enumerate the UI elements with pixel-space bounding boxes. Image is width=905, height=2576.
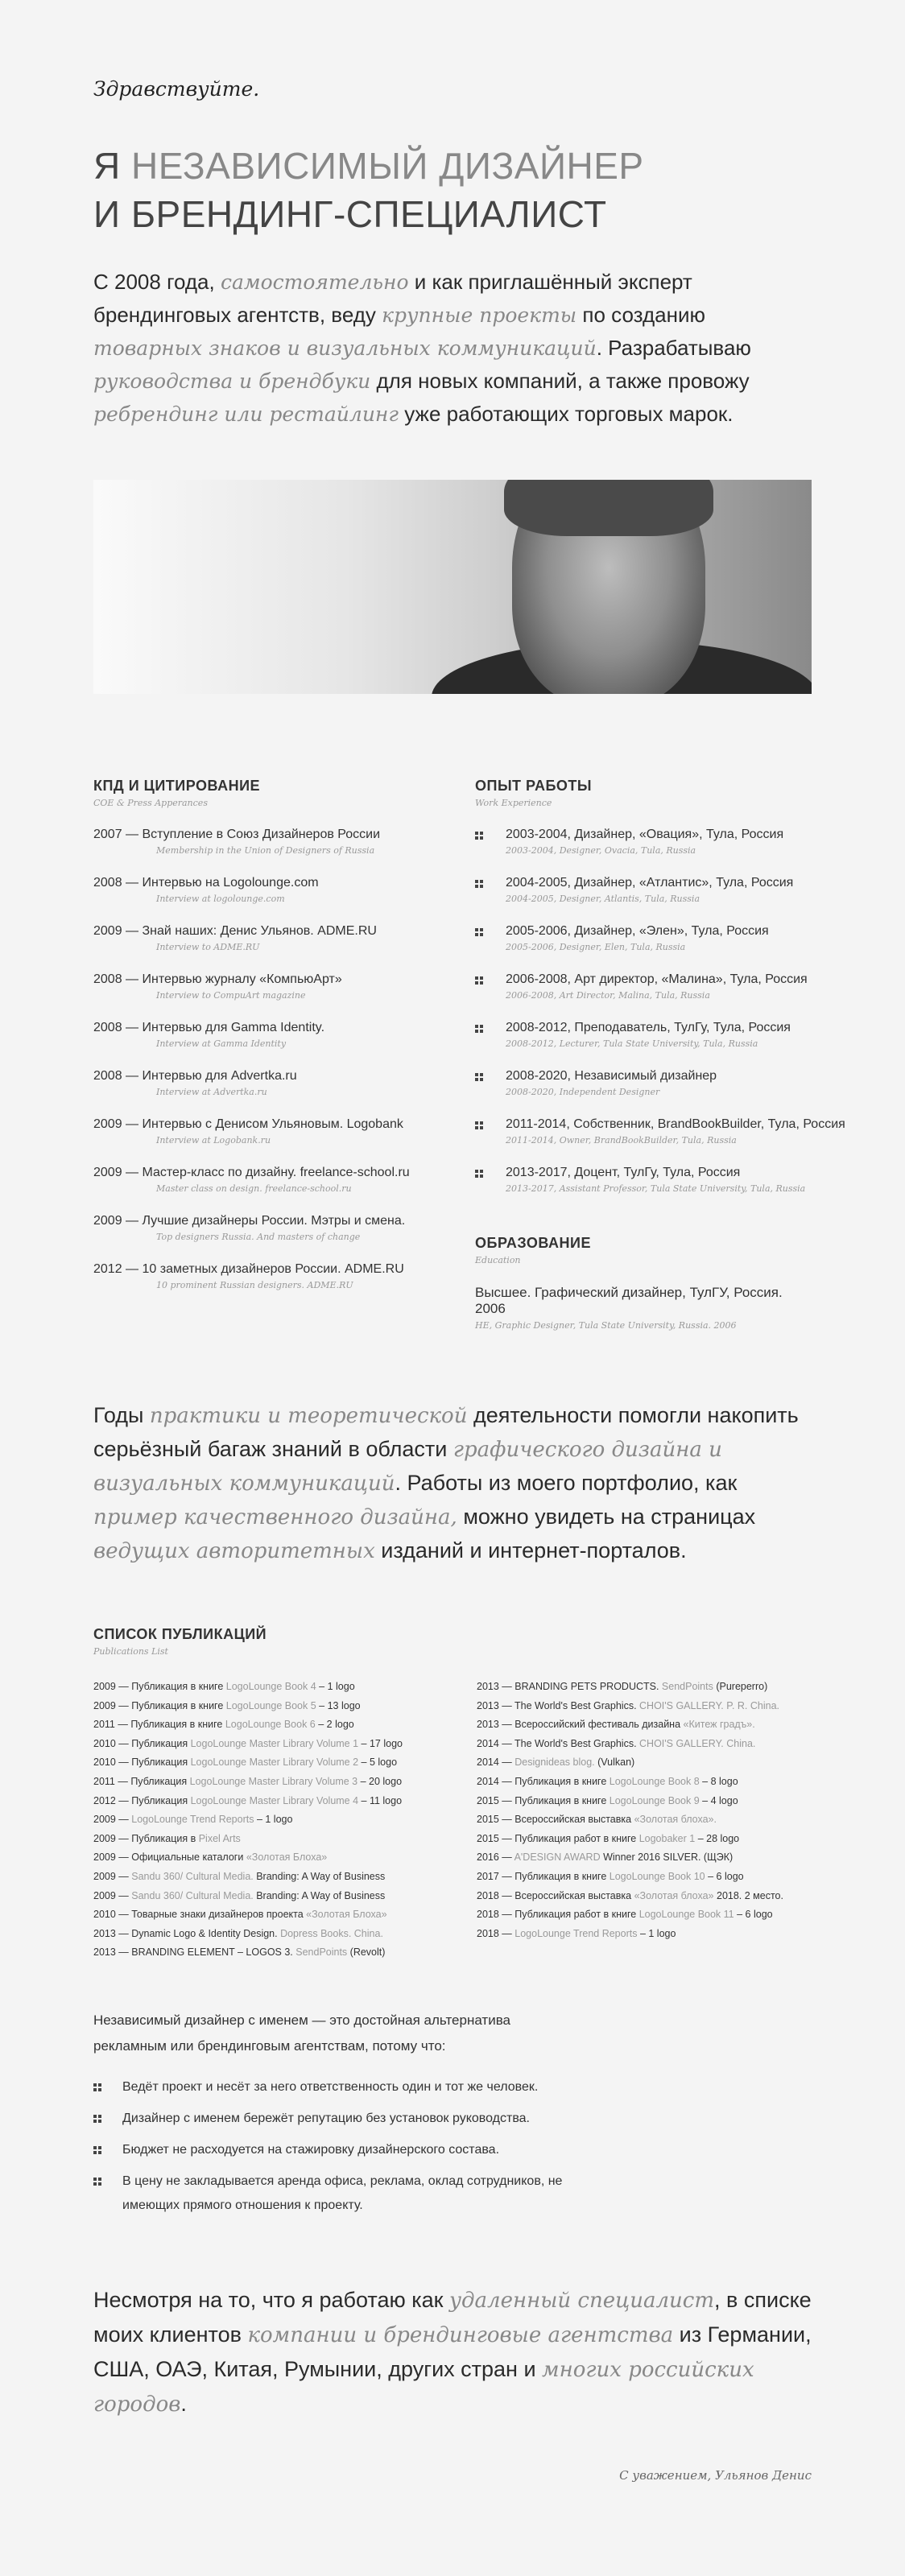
publication-item — [93, 1773, 464, 1792]
experience-section — [475, 778, 845, 1331]
publication-link[interactable]: «Золотая Блоха» — [246, 1852, 328, 1864]
publication-text: – 4 logo — [699, 1794, 738, 1806]
publications-title: СПИСОК ПУБЛИКАЦИЙ — [93, 1626, 267, 1642]
publication-link[interactable]: CHOI'S GALLERY. China. — [639, 1737, 756, 1749]
citation-subtitle: Interview at Logobank.ru — [156, 1135, 271, 1146]
bullet-grid-icon — [93, 2146, 101, 2154]
mid-emphasis: графического дизайна и визуальных коммуникаций — [93, 1438, 722, 1496]
publication-text: 2018 — Всероссийская выставка — [477, 1889, 634, 1901]
publication-item — [93, 1810, 464, 1830]
bullet-grid-icon — [93, 2178, 101, 2186]
mid-text: изданий и интернет-порталов. — [374, 1538, 687, 1563]
publication-text: 2018 — — [477, 1927, 515, 1939]
publication-text: – 1 logo — [254, 1814, 293, 1826]
experience-item — [475, 1117, 845, 1166]
publication-text: 2009 — Публикация в книге — [93, 1699, 226, 1711]
publication-link[interactable]: «Золотая Блоха» — [306, 1909, 387, 1921]
experience-subtitle: 2011-2014, Owner, BrandBookBuilder, Tula, Russia — [506, 1135, 737, 1146]
publication-link[interactable]: LogoLounge Master Library Volume 3 — [189, 1775, 358, 1787]
mid-text: . Работы из моего портфолио, как — [395, 1471, 738, 1495]
why-item-text: Дизайнер с именем бережёт репутацию без установок руководства. — [122, 2112, 530, 2125]
experience-paragraph — [93, 1399, 812, 1568]
outro-text: . — [180, 2392, 187, 2416]
headline-prefix: Я — [93, 145, 131, 187]
publication-item — [477, 1830, 847, 1849]
publication-link[interactable]: Sandu 360/ Cultural Media. — [131, 1889, 254, 1901]
publication-link[interactable]: «Золотая блоха». — [634, 1814, 717, 1826]
publications-left-column — [93, 1678, 464, 1963]
publication-text: 2013 — Dynamic Logo & Identity Design. — [93, 1927, 281, 1939]
bullet-grid-icon — [475, 1121, 483, 1129]
publication-item — [477, 1753, 847, 1773]
experience-title: 2008-2012, Преподаватель, ТулГу, Тула, Россия — [506, 1021, 791, 1034]
citation-title: 2008 — Интервью для Advertka.ru — [93, 1069, 297, 1083]
publication-link[interactable]: LogoLounge Trend Reports — [131, 1814, 254, 1826]
intro-text: . Разрабатываю — [596, 336, 751, 360]
experience-title: 2006-2008, Арт директор, «Малина», Тула, Россия — [506, 972, 808, 986]
publication-text: 2015 — Публикация в книге — [477, 1794, 610, 1806]
publication-text: 2009 — Публикация в — [93, 1832, 199, 1844]
experience-subtitle: Work Experience — [475, 798, 552, 808]
why-item-text: Ведёт проект и несёт за него ответственность один и тот же человек. — [122, 2080, 539, 2094]
publication-text: 2011 — Публикация — [93, 1775, 190, 1787]
publication-text: 2014 — — [477, 1757, 515, 1769]
publication-text: (Vulkan) — [594, 1757, 635, 1769]
publication-item — [477, 1905, 847, 1925]
intro-paragraph — [93, 266, 812, 431]
mid-text: Годы — [93, 1403, 150, 1427]
experience-item — [475, 924, 813, 972]
citation-item — [93, 972, 432, 1021]
publication-text: – 28 logo — [695, 1832, 740, 1844]
publication-text: Branding: A Way of Business — [253, 1870, 386, 1882]
publication-text: 2009 — Публикация в книге — [93, 1681, 226, 1692]
citations-list — [93, 828, 432, 1311]
citation-title: 2009 — Знай наших: Денис Ульянов. ADME.RU — [93, 924, 377, 938]
publication-link[interactable]: Dopress Books. China. — [280, 1927, 383, 1939]
education-section — [475, 1235, 813, 1331]
citation-item — [93, 924, 432, 972]
intro-text: по созданию — [576, 303, 705, 327]
publications-right-column — [477, 1678, 847, 1943]
publication-link[interactable]: LogoLounge Master Library Volume 2 — [190, 1757, 359, 1769]
citation-title: 2009 — Мастер-класс по дизайну. freelance-school.ru — [93, 1166, 410, 1179]
publication-item — [477, 1887, 847, 1906]
citation-subtitle: Master class on design. freelance-school.ru — [156, 1183, 352, 1194]
publication-text: 2009 — — [93, 1814, 132, 1826]
publication-text: 2010 — Публикация — [93, 1737, 191, 1749]
publication-link[interactable]: A'DESIGN AWARD — [514, 1852, 601, 1864]
publication-link[interactable]: Pixel Arts — [198, 1832, 241, 1844]
citation-title: 2009 — Лучшие дизайнеры России. Мэтры и смена. — [93, 1214, 406, 1228]
signature: С уважением, Ульянов Денис — [619, 2468, 812, 2483]
publication-text: – 6 logo — [705, 1870, 744, 1882]
headline-accent: НЕЗАВИСИМЫЙ ДИЗАЙНЕР — [131, 145, 644, 187]
publication-item — [93, 1868, 464, 1887]
publication-item — [477, 1715, 847, 1735]
intro-emphasis: руководства и брендбуки — [93, 369, 371, 393]
publication-item — [477, 1868, 847, 1887]
publication-text: – 1 logo — [316, 1681, 355, 1692]
publication-text: 2013 — The World's Best Graphics. — [477, 1699, 640, 1711]
citation-subtitle: Interview at logolounge.com — [156, 894, 285, 904]
publication-text: 2010 — Товарные знаки дизайнеров проекта — [93, 1909, 307, 1921]
publication-text: – 20 logo — [357, 1775, 403, 1787]
greeting: Здравствуйте. — [93, 77, 260, 101]
bullet-grid-icon — [475, 928, 483, 936]
publication-item — [93, 1735, 464, 1754]
publication-item — [477, 1678, 847, 1697]
citation-subtitle: Top designers Russia. And masters of change — [156, 1232, 361, 1242]
mid-text: деятельности помогли накопить серьёзный багаж знаний в области — [93, 1403, 799, 1461]
publication-text: 2018. 2 место. — [713, 1889, 783, 1901]
publication-text: – 8 logo — [699, 1775, 738, 1787]
experience-title: 2005-2006, Дизайнер, «Элен», Тула, Россия — [506, 924, 769, 938]
publication-item — [477, 1792, 847, 1811]
intro-text: и как приглашённый эксперт брендинговых агентств, веду — [93, 270, 692, 327]
experience-subtitle: 2004-2005, Designer, Atlantis, Tula, Russia — [506, 894, 700, 904]
experience-item — [475, 876, 813, 924]
publication-text: 2009 — Официальные каталоги — [93, 1852, 246, 1864]
publication-text: – 13 logo — [316, 1699, 361, 1711]
publication-text: 2016 — — [477, 1852, 514, 1864]
portrait-hair — [504, 480, 713, 536]
bullet-grid-icon — [475, 1025, 483, 1033]
publication-text: (Pureperro) — [713, 1681, 768, 1692]
publication-link[interactable]: «Китеж градъ». — [683, 1719, 755, 1731]
publication-text: Winner 2016 SILVER. (ЩЭК) — [600, 1852, 734, 1864]
experience-title: 2003-2004, Дизайнер, «Овация», Тула, Россия — [506, 828, 784, 841]
publication-item — [93, 1905, 464, 1925]
publication-link[interactable]: CHOI'S GALLERY. P. R. China. — [639, 1699, 780, 1711]
publication-text: 2009 — — [93, 1889, 132, 1901]
mid-emphasis: пример качественного дизайна, — [93, 1505, 457, 1530]
citation-title: 2007 — Вступление в Союз Дизайнеров России — [93, 828, 381, 841]
publication-item — [477, 1697, 847, 1716]
publication-item — [477, 1810, 847, 1830]
experience-item — [475, 1021, 813, 1069]
publication-text: – 6 logo — [734, 1909, 773, 1921]
publication-link[interactable]: «Золотая блоха» — [634, 1889, 714, 1901]
why-item-text: Бюджет не расходуется на стажировку дизайнерского состава. — [122, 2143, 500, 2157]
publication-text: 2011 — Публикация в книге — [93, 1719, 225, 1731]
bullet-grid-icon — [475, 1073, 483, 1081]
publication-link[interactable]: SendPoints — [661, 1681, 713, 1692]
citations-title: КПД И ЦИТИРОВАНИЕ — [93, 778, 261, 794]
outro-text: из Германии, США, ОАЭ, Китая, Румынии, других стран и — [93, 2322, 812, 2381]
bullet-grid-icon — [475, 832, 483, 840]
publication-text: 2017 — Публикация в книге — [477, 1870, 610, 1882]
experience-title: 2008-2020, Независимый дизайнер — [506, 1069, 717, 1083]
citation-item — [93, 876, 432, 924]
outro-emphasis: компании и брендинговые агентства — [247, 2323, 674, 2347]
citation-title: 2008 — Интервью на Logolounge.com — [93, 876, 319, 890]
intro-emphasis: крупные проекты — [382, 303, 577, 327]
citation-title: 2009 — Интервью с Денисом Ульяновым. Logobank — [93, 1117, 403, 1131]
publication-text: 2010 — Публикация — [93, 1757, 191, 1769]
mid-emphasis: ведущих авторитетных — [93, 1539, 375, 1563]
publication-link[interactable]: LogoLounge Book 9 — [609, 1794, 700, 1806]
citation-item — [93, 1166, 432, 1214]
publication-text: 2014 — Публикация в книге — [477, 1775, 610, 1787]
citation-item — [93, 1117, 432, 1166]
publication-item — [93, 1925, 464, 1944]
publication-text: Branding: A Way of Business — [253, 1889, 386, 1901]
education-main: Высшее. Графический дизайнер, ТулГУ, Россия. 2006 — [475, 1285, 783, 1316]
intro-emphasis: товарных знаков и визуальных коммуникаций — [93, 336, 597, 360]
citation-item — [93, 1069, 432, 1117]
experience-subtitle: 2013-2017, Assistant Professor, Tula State University, Tula, Russia — [506, 1183, 806, 1194]
publication-text: – 17 logo — [358, 1737, 403, 1749]
outro-text: , в списке моих клиентов — [93, 2288, 812, 2347]
experience-title: ОПЫТ РАБОТЫ — [475, 778, 593, 794]
education-sub: HE, Graphic Designer, Tula State University, Russia. 2006 — [475, 1320, 737, 1331]
publication-item — [93, 1678, 464, 1697]
citation-subtitle: Interview at Gamma Identity — [156, 1038, 287, 1049]
publication-item — [93, 1887, 464, 1906]
intro-text: уже работающих торговых марок. — [399, 402, 734, 426]
publication-item — [477, 1735, 847, 1754]
publication-item — [93, 1715, 464, 1735]
citation-subtitle: Membership in the Union of Designers of Russia — [156, 845, 375, 856]
experience-list — [475, 828, 845, 1214]
citation-title: 2012 — 10 заметных дизайнеров России. ADME.RU — [93, 1262, 404, 1276]
experience-subtitle: 2003-2004, Designer, Ovacia, Tula, Russia — [506, 845, 696, 856]
publication-item — [477, 1925, 847, 1944]
citation-subtitle: Interview at Advertka.ru — [156, 1087, 267, 1097]
experience-item — [475, 972, 813, 1021]
publication-text: – 2 logo — [315, 1719, 354, 1731]
why-item-text: В цену не закладывается аренда офиса, реклама, оклад сотрудников, не имеющих прямого отношения к проекту. — [122, 2174, 563, 2212]
publication-item — [93, 1753, 464, 1773]
intro-text: для новых компаний, а также провожу — [370, 369, 750, 393]
publication-item — [93, 1830, 464, 1849]
publication-item — [93, 1943, 464, 1963]
publications-subtitle: Publications List — [93, 1646, 168, 1657]
why-list-item — [93, 2169, 593, 2218]
bullet-grid-icon — [93, 2083, 101, 2091]
publication-link[interactable]: LogoLounge Master Library Volume 4 — [190, 1794, 359, 1806]
intro-text: С 2008 года, — [93, 270, 221, 294]
publication-text: – 11 logo — [358, 1794, 403, 1806]
publication-link[interactable]: LogoLounge Book 11 — [638, 1909, 734, 1921]
citation-subtitle: Interview to ADME.RU — [156, 942, 260, 952]
why-list — [93, 2075, 593, 2225]
publication-link[interactable]: Logobaker 1 — [638, 1832, 696, 1844]
publication-item — [93, 1792, 464, 1811]
why-list-item — [93, 2075, 593, 2099]
mid-text: можно увидеть на страницах — [457, 1505, 756, 1529]
citation-item — [93, 828, 432, 876]
publication-text: 2015 — Публикация работ в книге — [477, 1832, 639, 1844]
outro-emphasis: многих российских городов — [93, 2358, 754, 2417]
publication-text: 2012 — Публикация — [93, 1794, 191, 1806]
outro-text: Несмотря на то, что я работаю как — [93, 2288, 449, 2312]
intro-emphasis: ребрендинг или рестайлинг — [93, 402, 399, 426]
bullet-grid-icon — [475, 1170, 483, 1178]
publication-link[interactable]: LogoLounge Book 10 — [609, 1870, 705, 1882]
publication-text: – 1 logo — [637, 1927, 676, 1939]
experience-item — [475, 828, 813, 876]
experience-item — [475, 1069, 813, 1117]
experience-subtitle: 2008-2012, Lecturer, Tula State University, Tula, Russia — [506, 1038, 758, 1049]
intro-emphasis: самостоятельно — [220, 270, 409, 294]
citation-subtitle: 10 prominent Russian designers. ADME.RU — [156, 1280, 353, 1290]
publication-text: 2015 — Всероссийская выставка — [477, 1814, 634, 1826]
publication-item — [93, 1697, 464, 1716]
publication-link[interactable]: SendPoints — [295, 1946, 348, 1959]
experience-subtitle: 2006-2008, Art Director, Malina, Tula, Russia — [506, 990, 710, 1001]
publication-link[interactable]: Sandu 360/ Cultural Media. — [131, 1870, 254, 1882]
why-list-item — [93, 2107, 593, 2131]
publication-link[interactable]: LogoLounge Book 5 — [225, 1699, 316, 1711]
citation-title: 2008 — Интервью для Gamma Identity. — [93, 1021, 325, 1034]
portrait-photo — [93, 480, 812, 694]
publication-link[interactable]: Designideas blog. — [514, 1757, 595, 1769]
bullet-grid-icon — [93, 2115, 101, 2123]
citation-item — [93, 1262, 432, 1311]
publication-text: (Revolt) — [347, 1946, 386, 1959]
bullet-grid-icon — [475, 976, 483, 985]
publication-text: – 5 logo — [358, 1757, 398, 1769]
publication-link[interactable]: LogoLounge Book 4 — [225, 1681, 316, 1692]
why-list-item — [93, 2138, 593, 2162]
publication-item — [477, 1848, 847, 1868]
citation-item — [93, 1214, 432, 1262]
publications-section — [93, 1626, 812, 1959]
publication-text: 2013 — Всероссийский фестиваль дизайна — [477, 1719, 684, 1731]
bullet-grid-icon — [475, 880, 483, 888]
citation-title: 2008 — Интервью журналу «КомпьюАрт» — [93, 972, 342, 986]
publication-link[interactable]: LogoLounge Trend Reports — [514, 1927, 638, 1939]
publication-item — [93, 1848, 464, 1868]
citation-item — [93, 1021, 432, 1069]
publication-text: 2013 — BRANDING PETS PRODUCTS. — [477, 1681, 662, 1692]
why-text: Независимый дизайнер с именем — это достойная альтернатива рекламным или брендинговым агентствам, потому что: — [93, 2013, 510, 2054]
publication-text: 2013 — BRANDING ELEMENT – LOGOS 3. — [93, 1946, 296, 1959]
citations-section — [93, 778, 432, 1311]
experience-title: 2004-2005, Дизайнер, «Атлантис», Тула, Россия — [506, 876, 794, 890]
publication-text: 2014 — The World's Best Graphics. — [477, 1737, 640, 1749]
headline-line2: И БРЕНДИНГ-СПЕЦИАЛИСТ — [93, 193, 607, 235]
experience-item — [475, 1166, 813, 1214]
publication-text: 2009 — — [93, 1870, 132, 1882]
education-subtitle: Education — [475, 1255, 521, 1265]
mid-emphasis: практики и теоретической — [149, 1404, 468, 1428]
citation-subtitle: Interview to CompuArt magazine — [156, 990, 306, 1001]
publication-link[interactable]: LogoLounge Book 8 — [609, 1775, 700, 1787]
outro-paragraph — [93, 2283, 812, 2421]
outro-emphasis: удаленный специалист — [448, 2289, 715, 2313]
publication-link[interactable]: LogoLounge Book 6 — [225, 1719, 316, 1731]
citations-subtitle: COE & Press Apperances — [93, 798, 208, 808]
publication-item — [477, 1773, 847, 1792]
page-headline — [93, 142, 812, 238]
publication-link[interactable]: LogoLounge Master Library Volume 1 — [190, 1737, 359, 1749]
experience-subtitle: 2008-2020, Independent Designer — [506, 1087, 660, 1097]
education-title: ОБРАЗОВАНИЕ — [475, 1235, 591, 1251]
publication-text: 2018 — Публикация работ в книге — [477, 1909, 639, 1921]
experience-title: 2011-2014, Собственник, BrandBookBuilder, Тула, Россия — [506, 1117, 845, 1131]
experience-title: 2013-2017, Доцент, ТулГу, Тула, Россия — [506, 1166, 741, 1179]
experience-subtitle: 2005-2006, Designer, Elen, Tula, Russia — [506, 942, 686, 952]
